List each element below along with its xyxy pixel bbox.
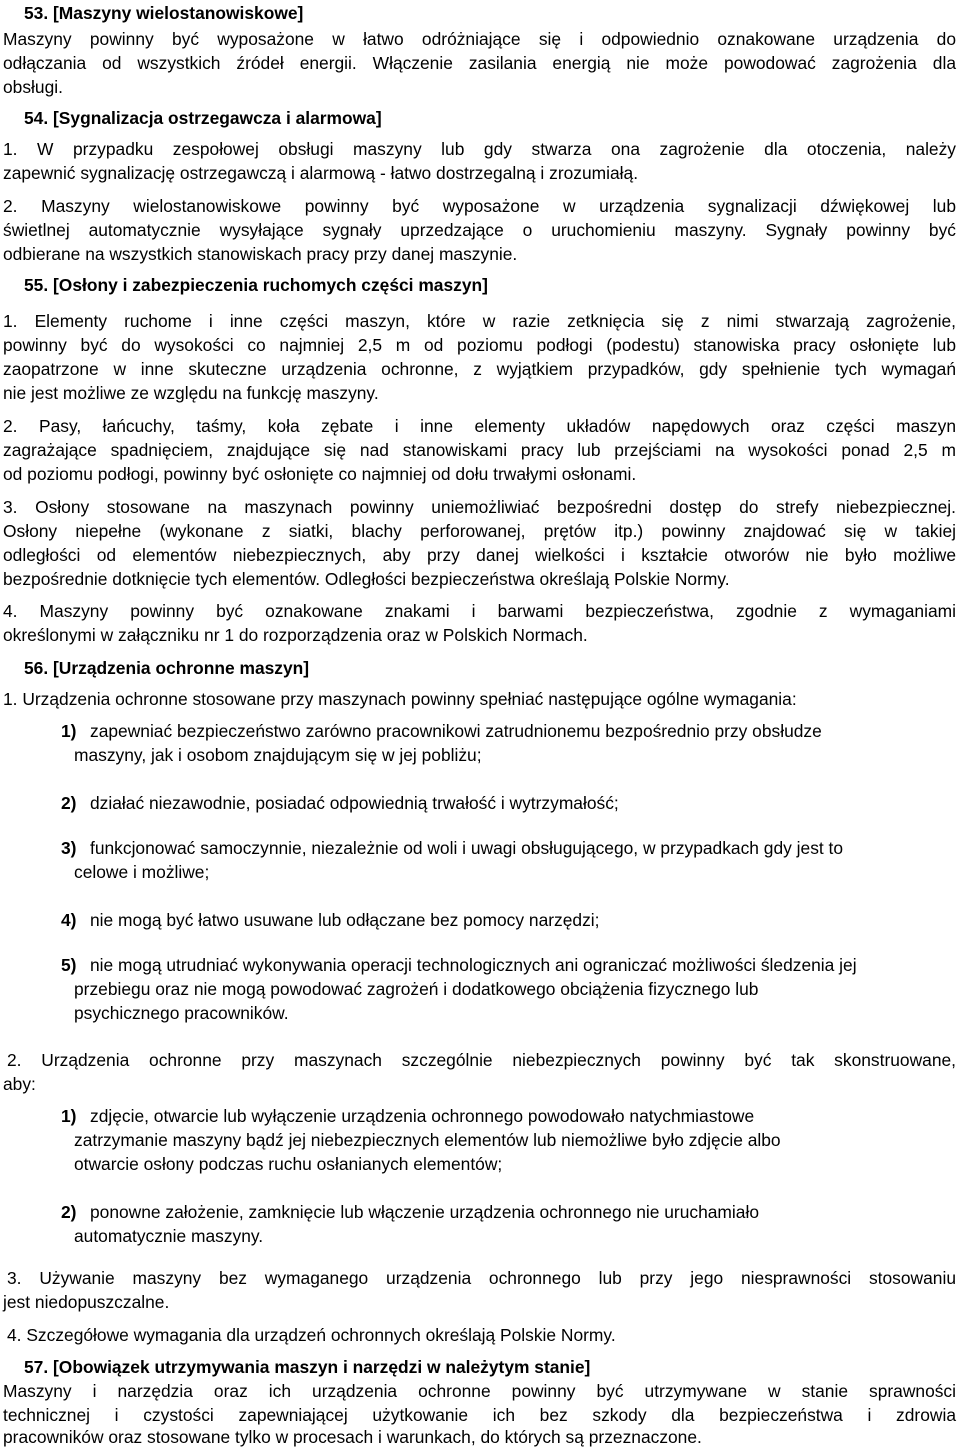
list-item-line: działać niezawodnie, posiadać odpowiednią trwałość i wytrzymałość; — [90, 793, 619, 813]
paragraph-line: 4. Szczegółowe wymagania dla urządzeń ochronnych określają Polskie Normy. — [7, 1325, 616, 1345]
list-item-line: celowe i możliwe; — [74, 862, 210, 882]
paragraph-line: Osłony niepełne (wykonane z siatki, blachy perforowanej, prętów itp.) powinny znajdować się w takiej — [3, 521, 956, 541]
list-item-line: przebiegu oraz nie mogą powodować zagrożeń i dodatkowego obciążenia fizycznego lub — [74, 979, 759, 999]
list-item-line: zdjęcie, otwarcie lub wyłączenie urządzenia ochronnego powodowało natychmiastowe — [90, 1106, 755, 1126]
paragraph-line: 2. Pasy, łańcuchy, taśmy, koła zębate i inne elementy układów napędowych oraz części maszyn — [3, 416, 956, 436]
list-item-line: zatrzymanie maszyny bądź jej niebezpiecznych elementów lub niemożliwe było zdjęcie albo — [74, 1130, 781, 1150]
paragraph-line: zagrażające spadnięciem, znajdujące się nad stanowiskami pracy lub przejściami na wysokości ponad 2,5 m — [3, 440, 956, 460]
list-item-number: 3) — [61, 838, 77, 858]
paragraph-line: 1. Urządzenia ochronne stosowane przy maszynach powinny spełniać następujące ogólne wymagania: — [3, 689, 797, 709]
list-item-line: nie mogą być łatwo usuwane lub odłączane bez pomocy narzędzi; — [90, 910, 600, 930]
paragraph-line: 1. W przypadku zespołowej obsługi maszyny lub gdy stwarza ona zagrożenie dla otoczenia, należy — [3, 139, 956, 159]
list-item-line: ponowne założenie, zamknięcie lub włączenie urządzenia ochronnego nie uruchamiało — [90, 1202, 759, 1222]
list-item-number: 1) — [61, 721, 77, 741]
paragraph-line: 3. Używanie maszyny bez wymaganego urządzenia ochronnego lub przy jego niesprawności stosowaniu — [7, 1268, 956, 1288]
paragraph-line: Maszyny i narzędzia oraz ich urządzenia ochronne powinny być utrzymywane w stanie sprawności — [3, 1381, 956, 1401]
paragraph-line: obsługi. — [3, 77, 63, 97]
list-item-number: 1) — [61, 1106, 77, 1126]
paragraph-line: 2. Maszyny wielostanowiskowe powinny być wyposażone w urządzenia sygnalizacji dźwiękowej lub — [3, 196, 956, 216]
list-item-line: funkcjonować samoczynnie, niezależnie od woli i uwagi obsługującego, w przypadkach gdy jest to — [90, 838, 844, 858]
section-heading-54: 54. [Sygnalizacja ostrzegawcza i alarmowa] — [24, 108, 382, 128]
paragraph-line: odległości od elementów niebezpiecznych, aby przy danej wielkości i kształcie otworów nie było możliwe — [3, 545, 956, 565]
paragraph-line: od poziomu podłogi, powinny być osłonięte co najmniej od dołu trwałymi osłonami. — [3, 464, 637, 484]
section-heading-56: 56. [Urządzenia ochronne maszyn] — [24, 658, 310, 678]
paragraph-line: 3. Osłony stosowane na maszynach powinny uniemożliwiać bezpośredni dostęp do strefy niebezpiecznej. — [3, 497, 956, 517]
paragraph-line: Maszyny powinny być wyposażone w łatwo odróżniające się i odpowiednio oznakowane urządzenia do — [3, 29, 956, 49]
paragraph-line: 2. Urządzenia ochronne przy maszynach szczególnie niebezpiecznych powinny być tak skonstruowane, — [7, 1050, 956, 1070]
list-item-number: 5) — [61, 955, 77, 975]
list-item-line: otwarcie osłony podczas ruchu osłanianych elementów; — [74, 1154, 503, 1174]
paragraph-line: nie jest możliwe ze względu na funkcję maszyny. — [3, 383, 379, 403]
section-heading-57: 57. [Obowiązek utrzymywania maszyn i narzędzi w należytym stanie] — [24, 1357, 591, 1377]
paragraph-line: technicznej i czystości zapewniającej użytkowanie ich bez szkody dla bezpieczeństwa i zdrowia — [3, 1405, 956, 1425]
section-heading-53: 53. [Maszyny wielostanowiskowe] — [24, 3, 304, 23]
paragraph-line: odbierane na wszystkich stanowiskach pracy przy danej maszynie. — [3, 244, 518, 264]
paragraph-line: 4. Maszyny powinny być oznakowane znakami i barwami bezpieczeństwa, zgodnie z wymaganiami — [3, 601, 956, 621]
paragraph-line: świetlnej automatycznie wysyłające sygnały uprzedzające o uruchomieniu maszyny. Sygnały powinny być — [3, 220, 956, 240]
list-item-line: psychicznego pracowników. — [74, 1003, 289, 1023]
paragraph-line: aby: — [3, 1074, 36, 1094]
paragraph-line: pracowników oraz stosowane tylko w procesach i warunkach, do których są przeznaczone. — [3, 1427, 702, 1447]
paragraph-line: zaopatrzone w inne skuteczne urządzenia ochronne, z wyjątkiem przypadków, gdy spełnienie tych wymagań — [3, 359, 956, 379]
paragraph-line: zapewnić sygnalizację ostrzegawczą i alarmową - łatwo dostrzegalną i zrozumiałą. — [3, 163, 639, 183]
paragraph-line: bezpośrednie dotknięcie tych elementów. Odległości bezpieczeństwa określają Polskie Normy. — [3, 569, 730, 589]
list-item-number: 2) — [61, 1202, 77, 1222]
paragraph-line: określonymi w załączniku nr 1 do rozporządzenia oraz w Polskich Normach. — [3, 625, 588, 645]
list-item-number: 4) — [61, 910, 77, 930]
list-item-line: maszyny, jak i osobom znajdującym się w jej pobliżu; — [74, 745, 482, 765]
list-item-line: zapewniać bezpieczeństwo zarówno pracownikowi zatrudnionemu bezpośrednio przy obsłudze — [90, 721, 822, 741]
paragraph-line: jest niedopuszczalne. — [3, 1292, 170, 1312]
paragraph-line: powinny być do wysokości co najmniej 2,5 m od poziomu podłogi (podestu) stanowiska pracy osłonięte lub — [3, 335, 956, 355]
section-heading-55: 55. [Osłony i zabezpieczenia ruchomych części maszyn] — [24, 275, 488, 295]
paragraph-line: odłączania od wszystkich źródeł energii. Włączenie zasilania energią nie może powodować zagrożenia dla — [3, 53, 956, 73]
paragraph-line: 1. Elementy ruchome i inne części maszyn, które w razie zetknięcia się z nimi stwarzają zagrożenie, — [3, 311, 956, 331]
list-item-number: 2) — [61, 793, 77, 813]
list-item-line: automatycznie maszyny. — [74, 1226, 264, 1246]
list-item-line: nie mogą utrudniać wykonywania operacji technologicznych ani ograniczać możliwości śledzenia jej — [90, 955, 857, 975]
